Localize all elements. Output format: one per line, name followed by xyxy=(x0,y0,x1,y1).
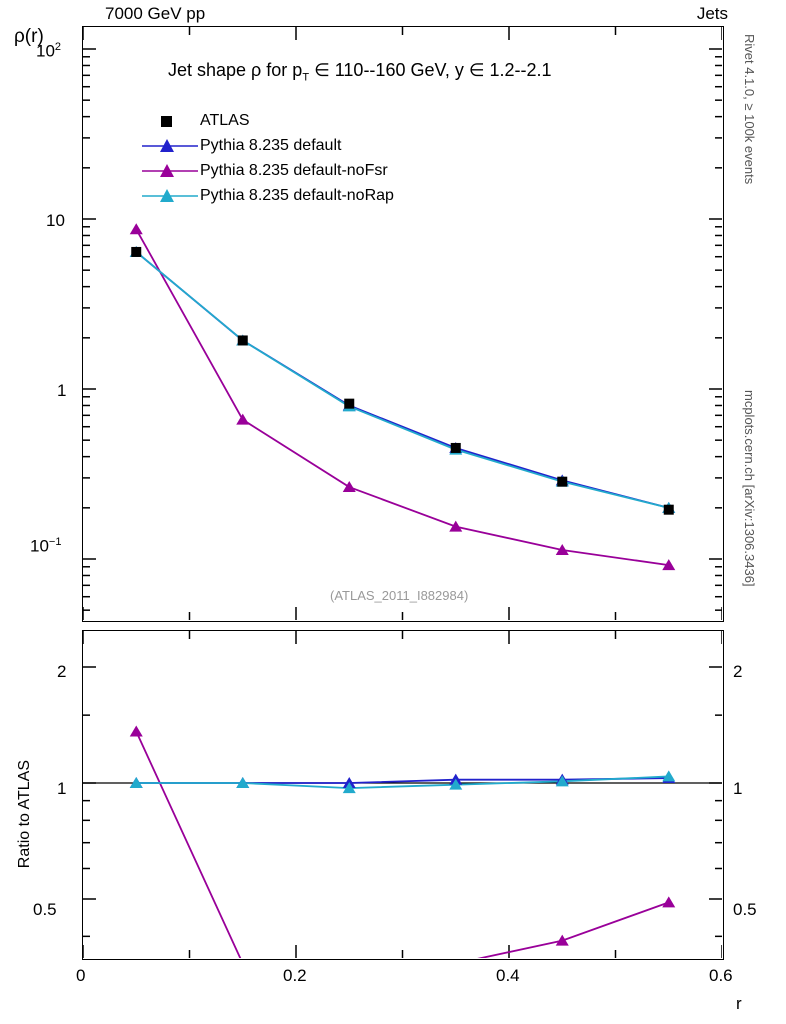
legend-label: Pythia 8.235 default-noRap xyxy=(200,186,394,204)
legend-item-nofsr[interactable] xyxy=(140,158,394,183)
header-right-label: Jets xyxy=(696,4,728,23)
legend-label: ATLAS xyxy=(200,111,250,129)
legend-marker-triangle xyxy=(140,186,200,206)
ratio-ytick-2-left: 2 xyxy=(57,662,67,681)
main-ytick-1e2: $10^2$ xyxy=(36,41,62,61)
ratio-y-axis-label: Ratio to ATLAS xyxy=(16,760,33,869)
mcplots-reference-label: mcplots.cern.ch [arXiv:1306.3436] xyxy=(742,390,757,587)
legend-marker-triangle xyxy=(140,161,200,181)
ratio-ytick-2-right: 2 xyxy=(733,662,743,681)
main-ytick-10: 10 xyxy=(46,211,65,230)
legend-label: Pythia 8.235 default-noFsr xyxy=(200,161,388,179)
analysis-id-watermark: (ATLAS_2011_I882984) xyxy=(330,588,469,603)
ratio-ytick-1-right: 1 xyxy=(733,779,743,798)
legend-item-norap[interactable] xyxy=(140,183,394,208)
legend-item-default[interactable] xyxy=(140,133,394,158)
xtick-0: 0 xyxy=(76,966,86,985)
ratio-ytick-05-left: 0.5 xyxy=(33,900,57,919)
main-ytick-1: 1 xyxy=(57,381,67,400)
header-left-label: 7000 GeV pp xyxy=(105,4,206,23)
x-axis-label: r xyxy=(736,994,742,1013)
legend-item-atlas[interactable] xyxy=(140,108,394,133)
legend-marker-square xyxy=(140,111,200,131)
ratio-plot-panel xyxy=(82,630,724,960)
xtick-02: 0.2 xyxy=(283,966,307,985)
legend-label: Pythia 8.235 default xyxy=(200,136,342,154)
main-y-axis-label: ρ(r) xyxy=(14,26,44,47)
ratio-ytick-05-right: 0.5 xyxy=(733,900,757,919)
legend-marker-triangle xyxy=(140,136,200,156)
xtick-04: 0.4 xyxy=(496,966,520,985)
main-ytick-1e-1: $10^{-1}$ xyxy=(30,536,62,556)
xtick-06: 0.6 xyxy=(709,966,733,985)
ratio-plot-svg xyxy=(83,631,722,958)
rivet-version-label: Rivet 4.1.0, ≥ 100k events xyxy=(742,34,757,185)
legend xyxy=(140,108,394,208)
plot-title: Jet shape ρ for $p_T$ ∈ 110--160 GeV, y ∈ 1.2--2.1 xyxy=(168,60,552,84)
ratio-ytick-1-left: 1 xyxy=(57,779,67,798)
